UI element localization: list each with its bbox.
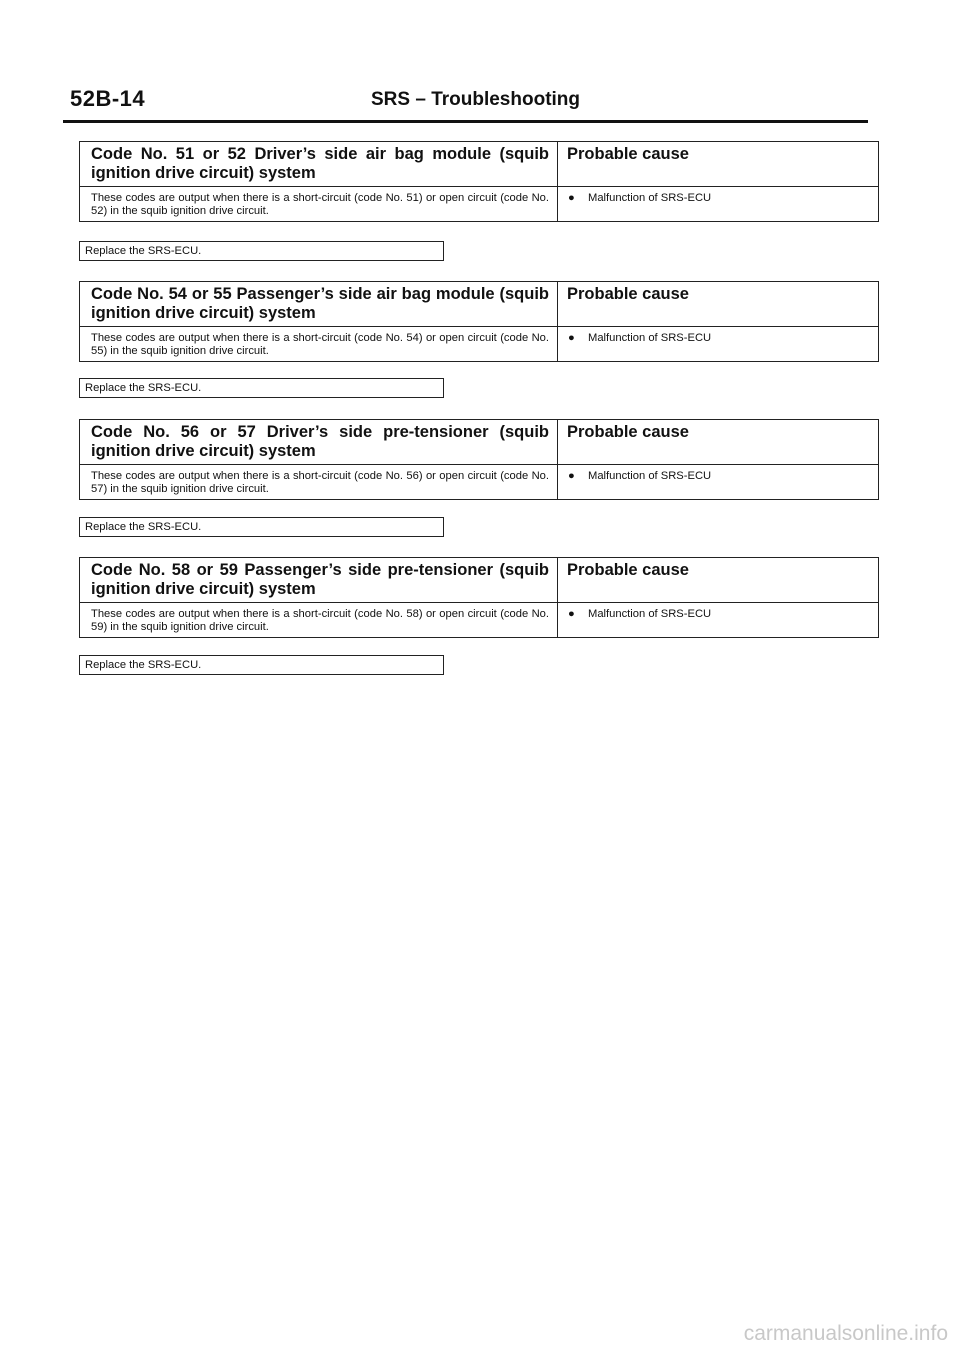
code-title: Code No. 51 or 52 Driver’s side air bag module (squib ignition drive circuit) system xyxy=(91,145,549,182)
causes-cell xyxy=(558,603,878,637)
bullet-icon: ● xyxy=(568,470,575,482)
watermark: carmanualsonline.info xyxy=(743,1322,948,1345)
code-description: These codes are output when there is a short-circuit (code No. 56) or open circuit (code No. 57) in the squib ignition drive circuit. xyxy=(91,470,549,495)
table-body-row xyxy=(80,187,878,221)
causes-cell xyxy=(558,187,878,221)
causes-cell xyxy=(558,465,878,499)
cause-item xyxy=(567,606,870,621)
bullet-icon: ● xyxy=(568,192,575,204)
table-body-row xyxy=(80,465,878,499)
cause-item xyxy=(567,190,870,205)
causes-cell xyxy=(558,327,878,361)
cause-header-cell xyxy=(558,558,878,602)
code-title-cell xyxy=(80,282,558,326)
code-title: Code No. 54 or 55 Passenger’s side air bag module (squib ignition drive circuit) system xyxy=(91,285,549,322)
table-header-row xyxy=(80,420,878,465)
bullet-icon: ● xyxy=(568,608,575,620)
action-box: Replace the SRS-ECU. xyxy=(79,378,444,398)
code-title-cell xyxy=(80,558,558,602)
cause-text: Malfunction of SRS-ECU xyxy=(588,470,712,482)
cause-header-cell xyxy=(558,282,878,326)
code-title: Code No. 58 or 59 Passenger’s side pre-tensioner (squib ignition drive circuit) system xyxy=(91,561,549,598)
page-number: 52B-14 xyxy=(70,86,146,111)
cause-header: Probable cause xyxy=(567,145,689,163)
cause-header: Probable cause xyxy=(567,285,689,303)
code-title: Code No. 56 or 57 Driver’s side pre-tensioner (squib ignition drive circuit) system xyxy=(91,423,549,460)
table-header-row xyxy=(80,282,878,327)
code-description: These codes are output when there is a short-circuit (code No. 51) or open circuit (code No. 52) in the squib ignition drive circuit. xyxy=(91,192,549,217)
table-header-row xyxy=(80,558,878,603)
page-header xyxy=(63,86,868,123)
code-table-54-55 xyxy=(79,281,879,362)
description-cell xyxy=(80,465,558,499)
code-table-51-52 xyxy=(79,141,879,222)
table-body-row xyxy=(80,327,878,361)
code-title-cell xyxy=(80,420,558,464)
action-box: Replace the SRS-ECU. xyxy=(79,517,444,537)
code-title-cell xyxy=(80,142,558,186)
cause-item xyxy=(567,468,870,483)
code-description: These codes are output when there is a short-circuit (code No. 54) or open circuit (code No. 55) in the squib ignition drive circuit. xyxy=(91,332,549,357)
description-cell xyxy=(80,603,558,637)
cause-text: Malfunction of SRS-ECU xyxy=(588,192,712,204)
cause-header: Probable cause xyxy=(567,561,689,579)
cause-header-cell xyxy=(558,142,878,186)
description-cell xyxy=(80,327,558,361)
description-cell xyxy=(80,187,558,221)
action-box: Replace the SRS-ECU. xyxy=(79,655,444,675)
code-table-56-57 xyxy=(79,419,879,500)
code-table-58-59 xyxy=(79,557,879,638)
bullet-icon: ● xyxy=(568,332,575,344)
cause-header: Probable cause xyxy=(567,423,689,441)
page-title: SRS – Troubleshooting xyxy=(371,89,581,110)
cause-header-cell xyxy=(558,420,878,464)
action-box: Replace the SRS-ECU. xyxy=(79,241,444,261)
table-body-row xyxy=(80,603,878,637)
cause-text: Malfunction of SRS-ECU xyxy=(588,332,712,344)
cause-text: Malfunction of SRS-ECU xyxy=(588,608,712,620)
cause-item xyxy=(567,330,870,345)
code-description: These codes are output when there is a short-circuit (code No. 58) or open circuit (code No. 59) in the squib ignition drive circuit. xyxy=(91,608,549,633)
table-header-row xyxy=(80,142,878,187)
